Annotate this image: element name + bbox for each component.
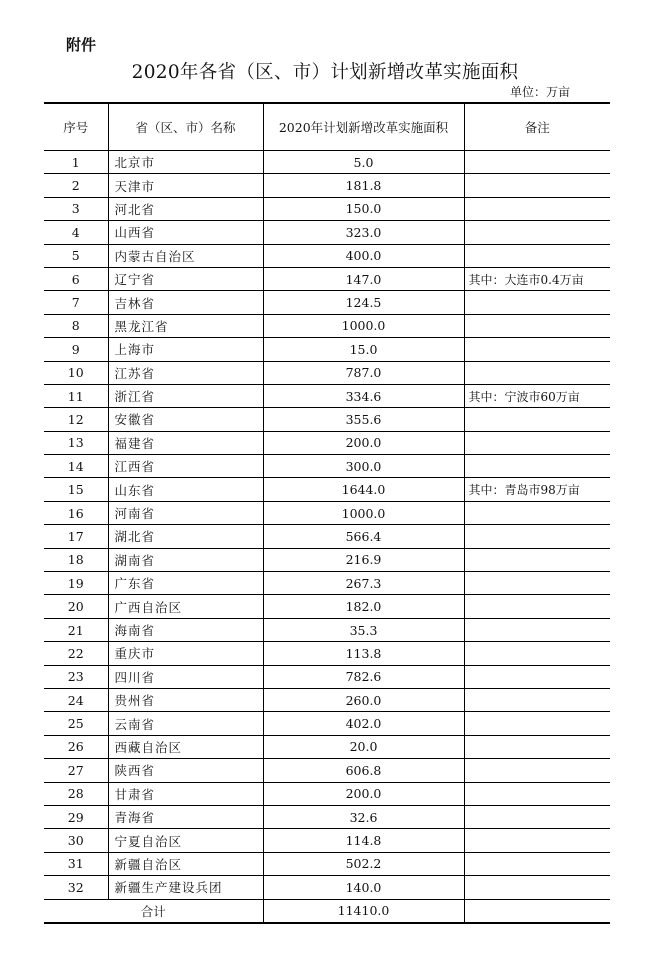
region-name: 贵州省 xyxy=(108,688,263,711)
region-name: 江西省 xyxy=(108,455,263,478)
table-row xyxy=(44,642,610,665)
planned-area: 566.4 xyxy=(263,525,464,548)
row-index: 14 xyxy=(44,455,108,478)
region-name: 内蒙古自治区 xyxy=(108,244,263,267)
region-name: 海南省 xyxy=(108,618,263,641)
planned-area: 355.6 xyxy=(263,408,464,431)
row-note xyxy=(464,688,610,711)
row-index: 10 xyxy=(44,361,108,384)
column-header-index: 序号 xyxy=(44,103,108,151)
table-row xyxy=(44,501,610,524)
row-note xyxy=(464,805,610,828)
row-index: 11 xyxy=(44,384,108,407)
total-area: 11410.0 xyxy=(263,899,464,923)
region-name: 北京市 xyxy=(108,151,263,174)
table-row xyxy=(44,338,610,361)
table-row xyxy=(44,197,610,220)
row-note xyxy=(464,455,610,478)
planned-area: 502.2 xyxy=(263,852,464,875)
table-row xyxy=(44,548,610,571)
planned-area: 782.6 xyxy=(263,665,464,688)
row-index: 31 xyxy=(44,852,108,875)
row-note xyxy=(464,408,610,431)
planned-area: 32.6 xyxy=(263,805,464,828)
table-row xyxy=(44,782,610,805)
planned-area: 400.0 xyxy=(263,244,464,267)
planned-area: 147.0 xyxy=(263,267,464,290)
row-index: 32 xyxy=(44,876,108,899)
table-row xyxy=(44,595,610,618)
row-index: 28 xyxy=(44,782,108,805)
row-note xyxy=(464,572,610,595)
region-name: 山西省 xyxy=(108,221,263,244)
table-row xyxy=(44,361,610,384)
table-row xyxy=(44,759,610,782)
row-note xyxy=(464,431,610,454)
table-row xyxy=(44,665,610,688)
table-row xyxy=(44,735,610,758)
row-index: 19 xyxy=(44,572,108,595)
page-title: 2020年各省（区、市）计划新增改革实施面积 xyxy=(131,62,519,83)
row-index: 16 xyxy=(44,501,108,524)
column-header-area: 2020年计划新增改革实施面积 xyxy=(263,103,464,151)
row-note xyxy=(464,197,610,220)
row-index: 17 xyxy=(44,525,108,548)
table-row xyxy=(44,618,610,641)
row-note xyxy=(464,501,610,524)
row-index: 7 xyxy=(44,291,108,314)
row-index: 21 xyxy=(44,618,108,641)
row-note xyxy=(464,759,610,782)
planned-area: 323.0 xyxy=(263,221,464,244)
planned-area: 402.0 xyxy=(263,712,464,735)
total-row xyxy=(44,899,610,923)
table-row xyxy=(44,712,610,735)
row-note xyxy=(464,782,610,805)
row-index: 8 xyxy=(44,314,108,337)
row-index: 3 xyxy=(44,197,108,220)
table-row xyxy=(44,852,610,875)
planned-area: 182.0 xyxy=(263,595,464,618)
region-name: 广西自治区 xyxy=(108,595,263,618)
table-row xyxy=(44,174,610,197)
planned-area: 150.0 xyxy=(263,197,464,220)
table-row xyxy=(44,151,610,174)
row-index: 2 xyxy=(44,174,108,197)
row-note xyxy=(464,244,610,267)
planned-area: 216.9 xyxy=(263,548,464,571)
region-name: 浙江省 xyxy=(108,384,263,407)
table-row xyxy=(44,876,610,899)
column-header-region: 省（区、市）名称 xyxy=(108,103,263,151)
planned-area: 1000.0 xyxy=(263,501,464,524)
region-name: 安徽省 xyxy=(108,408,263,431)
table-row xyxy=(44,431,610,454)
planned-area: 1644.0 xyxy=(263,478,464,501)
planned-area: 5.0 xyxy=(263,151,464,174)
row-note: 其中：青岛市98万亩 xyxy=(464,478,610,501)
row-index: 29 xyxy=(44,805,108,828)
row-index: 27 xyxy=(44,759,108,782)
row-index: 12 xyxy=(44,408,108,431)
attachment-label: 附件 xyxy=(66,36,97,54)
planned-area: 181.8 xyxy=(263,174,464,197)
region-name: 天津市 xyxy=(108,174,263,197)
region-name: 福建省 xyxy=(108,431,263,454)
planned-area: 124.5 xyxy=(263,291,464,314)
region-name: 西藏自治区 xyxy=(108,735,263,758)
region-name: 陕西省 xyxy=(108,759,263,782)
region-name: 吉林省 xyxy=(108,291,263,314)
table-row xyxy=(44,572,610,595)
table-row xyxy=(44,267,610,290)
row-index: 25 xyxy=(44,712,108,735)
row-index: 1 xyxy=(44,151,108,174)
planned-area: 300.0 xyxy=(263,455,464,478)
unit-label: 单位：万亩 xyxy=(509,85,570,99)
total-label: 合计 xyxy=(44,899,263,923)
area-table xyxy=(44,102,610,924)
region-name: 湖北省 xyxy=(108,525,263,548)
row-index: 18 xyxy=(44,548,108,571)
row-note xyxy=(464,852,610,875)
row-note xyxy=(464,548,610,571)
planned-area: 20.0 xyxy=(263,735,464,758)
row-index: 9 xyxy=(44,338,108,361)
row-note xyxy=(464,361,610,384)
region-name: 新疆生产建设兵团 xyxy=(108,876,263,899)
region-name: 湖南省 xyxy=(108,548,263,571)
row-note xyxy=(464,338,610,361)
planned-area: 35.3 xyxy=(263,618,464,641)
planned-area: 606.8 xyxy=(263,759,464,782)
table-row xyxy=(44,314,610,337)
region-name: 上海市 xyxy=(108,338,263,361)
table-header xyxy=(44,103,610,151)
region-name: 辽宁省 xyxy=(108,267,263,290)
row-index: 4 xyxy=(44,221,108,244)
row-index: 15 xyxy=(44,478,108,501)
row-index: 24 xyxy=(44,688,108,711)
table-row xyxy=(44,478,610,501)
row-note xyxy=(464,221,610,244)
row-index: 5 xyxy=(44,244,108,267)
row-note: 其中：宁波市60万亩 xyxy=(464,384,610,407)
table-row xyxy=(44,221,610,244)
table-row xyxy=(44,688,610,711)
planned-area: 1000.0 xyxy=(263,314,464,337)
row-note xyxy=(464,595,610,618)
planned-area: 260.0 xyxy=(263,688,464,711)
region-name: 河南省 xyxy=(108,501,263,524)
row-index: 23 xyxy=(44,665,108,688)
region-name: 黑龙江省 xyxy=(108,314,263,337)
region-name: 江苏省 xyxy=(108,361,263,384)
region-name: 青海省 xyxy=(108,805,263,828)
planned-area: 113.8 xyxy=(263,642,464,665)
region-name: 云南省 xyxy=(108,712,263,735)
row-note xyxy=(464,151,610,174)
region-name: 河北省 xyxy=(108,197,263,220)
row-note xyxy=(464,618,610,641)
table-row xyxy=(44,384,610,407)
row-index: 26 xyxy=(44,735,108,758)
planned-area: 787.0 xyxy=(263,361,464,384)
row-note xyxy=(464,876,610,899)
region-name: 重庆市 xyxy=(108,642,263,665)
table-row xyxy=(44,829,610,852)
region-name: 四川省 xyxy=(108,665,263,688)
row-note xyxy=(464,712,610,735)
planned-area: 334.6 xyxy=(263,384,464,407)
table-row xyxy=(44,455,610,478)
planned-area: 200.0 xyxy=(263,782,464,805)
row-index: 6 xyxy=(44,267,108,290)
region-name: 新疆自治区 xyxy=(108,852,263,875)
table-row xyxy=(44,525,610,548)
planned-area: 15.0 xyxy=(263,338,464,361)
row-note xyxy=(464,642,610,665)
row-index: 20 xyxy=(44,595,108,618)
table-row xyxy=(44,805,610,828)
row-note xyxy=(464,174,610,197)
region-name: 宁夏自治区 xyxy=(108,829,263,852)
table-body xyxy=(44,151,610,900)
region-name: 甘肃省 xyxy=(108,782,263,805)
table-row xyxy=(44,244,610,267)
row-note xyxy=(464,829,610,852)
row-index: 22 xyxy=(44,642,108,665)
row-note xyxy=(464,314,610,337)
row-note xyxy=(464,735,610,758)
row-note xyxy=(464,291,610,314)
planned-area: 114.8 xyxy=(263,829,464,852)
table-row xyxy=(44,291,610,314)
row-index: 30 xyxy=(44,829,108,852)
row-note xyxy=(464,525,610,548)
planned-area: 200.0 xyxy=(263,431,464,454)
column-header-note: 备注 xyxy=(464,103,610,151)
region-name: 山东省 xyxy=(108,478,263,501)
table-row xyxy=(44,408,610,431)
region-name: 广东省 xyxy=(108,572,263,595)
planned-area: 267.3 xyxy=(263,572,464,595)
total-note xyxy=(464,899,610,923)
row-note: 其中：大连市0.4万亩 xyxy=(464,267,610,290)
planned-area: 140.0 xyxy=(263,876,464,899)
row-note xyxy=(464,665,610,688)
row-index: 13 xyxy=(44,431,108,454)
